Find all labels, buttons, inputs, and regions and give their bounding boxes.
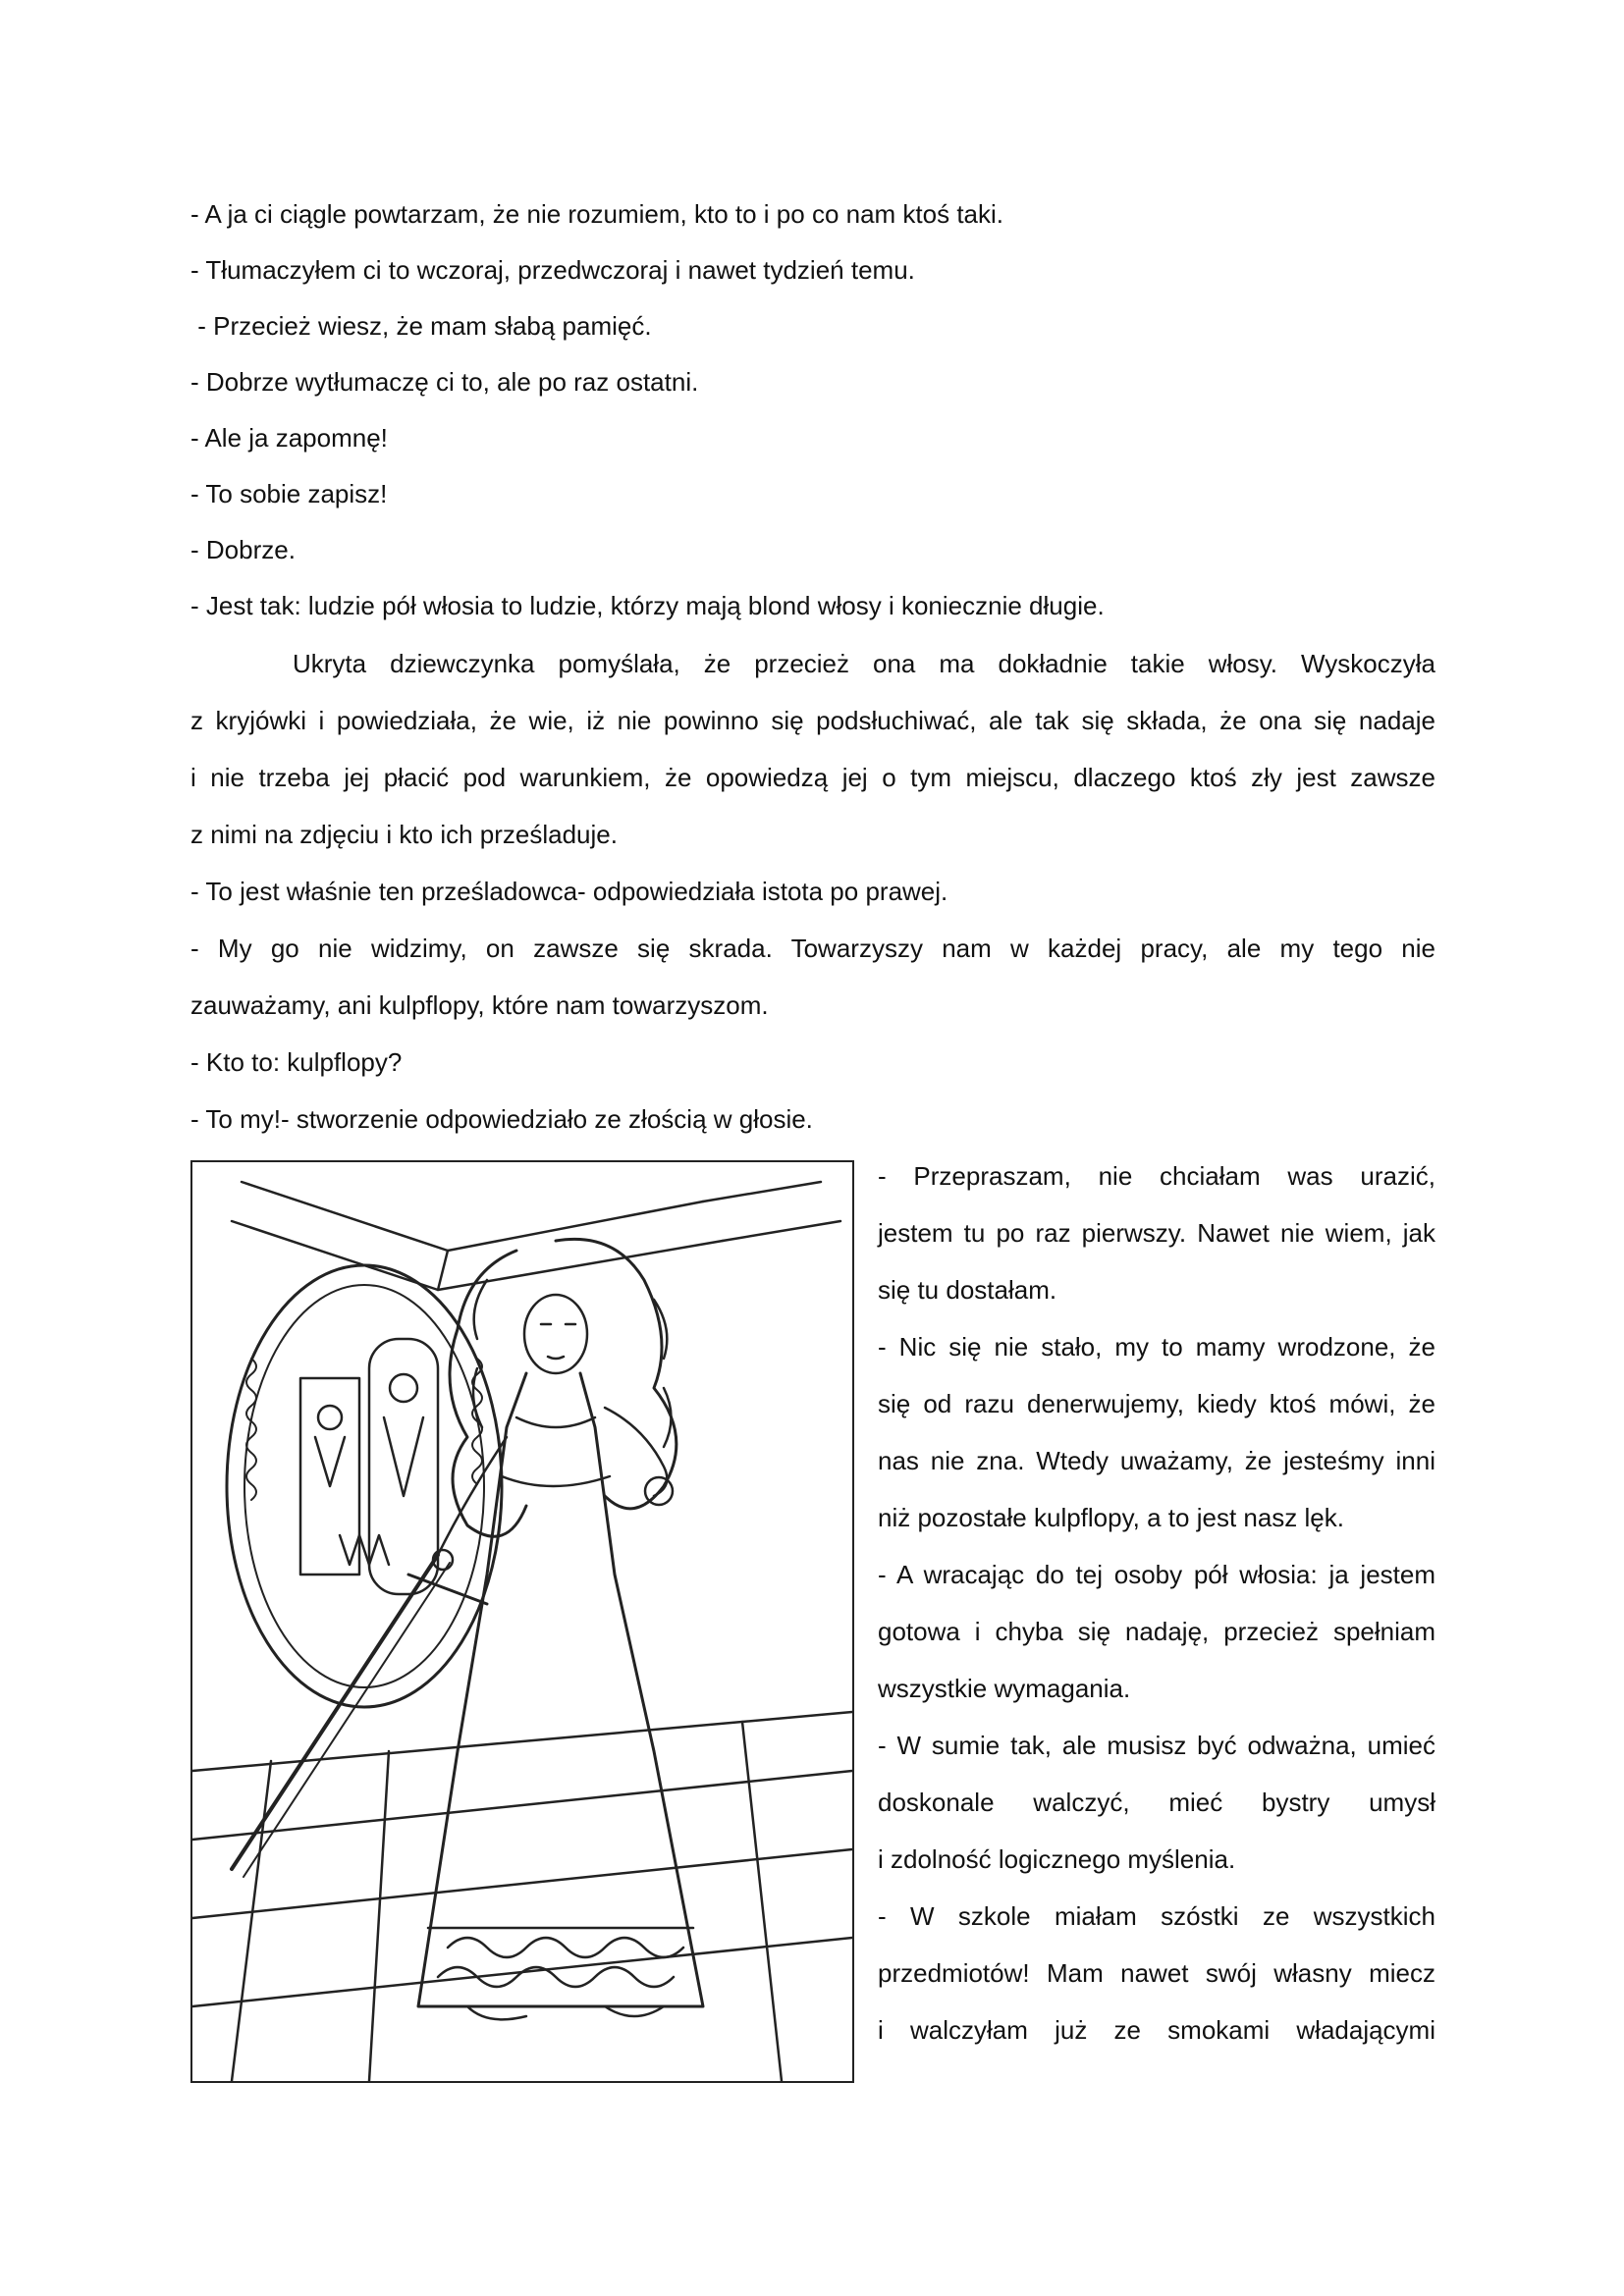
dialogue-line: - Kto to: kulpflopy? <box>190 1047 403 1077</box>
right-column-line: gotowa i chyba się nadaję, przecież spełniam <box>878 1617 1435 1646</box>
dialogue-line: - To sobie zapisz! <box>190 479 388 508</box>
right-column-line: - W szkole miałam szóstki ze wszystkich <box>878 1901 1435 1931</box>
dialogue-line: - Dobrze. <box>190 535 296 564</box>
right-column-line: i walczyłam już ze smokami władającymi <box>878 2015 1435 2045</box>
illustration-frame <box>190 1160 854 2083</box>
right-column-line: - Przepraszam, nie chciałam was urazić, <box>878 1161 1435 1191</box>
dialogue-line: - A ja ci ciągle powtarzam, że nie rozumiem, kto to i po co nam ktoś taki. <box>190 199 1004 229</box>
dialogue-line: - Jest tak: ludzie pół włosia to ludzie, którzy mają blond włosy i koniecznie długie. <box>190 591 1105 620</box>
right-column-line: niż pozostałe kulpflopy, a to jest nasz lęk. <box>878 1503 1344 1532</box>
right-column-line: wszystkie wymagania. <box>878 1674 1131 1703</box>
dialogue-line: - Dobrze wytłumaczę ci to, ale po raz ostatni. <box>190 367 699 397</box>
dialogue-line: - Ale ja zapomnę! <box>190 423 388 453</box>
dialogue-line: - To jest właśnie ten prześladowca- odpowiedziała istota po prawej. <box>190 877 948 906</box>
right-column-line: nas nie zna. Wtedy uważamy, że jesteśmy inni <box>878 1446 1435 1475</box>
right-column-line: doskonale walczyć, mieć bystry umysł <box>878 1788 1435 1817</box>
right-column-line: się od razu denerwujemy, kiedy ktoś mówi, że <box>878 1389 1435 1418</box>
right-column-line: i zdolność logicznego myślenia. <box>878 1844 1236 1874</box>
dialogue-line: - To my!- stworzenie odpowiedziało ze złością w głosie. <box>190 1104 813 1134</box>
right-column-line: jestem tu po raz pierwszy. Nawet nie wiem, jak <box>878 1218 1435 1248</box>
paragraph-line: z nimi na zdjęciu i kto ich prześladuje. <box>190 820 618 849</box>
right-column-line: - W sumie tak, ale musisz być odważna, umieć <box>878 1731 1435 1760</box>
right-column-line: się tu dostałam. <box>878 1275 1057 1305</box>
coloring-page-princess-with-sword-icon <box>192 1162 852 2081</box>
right-column-line: przedmiotów! Mam nawet swój własny miecz <box>878 1958 1435 1988</box>
paragraph-line: Ukryta dziewczynka pomyślała, że przecież ona ma dokładnie takie włosy. Wyskoczyła <box>293 649 1435 678</box>
paragraph-line: z kryjówki i powiedziała, że wie, iż nie powinno się podsłuchiwać, ale tak się składa, że ona się nadaje <box>190 706 1435 735</box>
dialogue-line: - Przecież wiesz, że mam słabą pamięć. <box>190 311 652 341</box>
dialogue-line: - Tłumaczyłem ci to wczoraj, przedwczoraj i nawet tydzień temu. <box>190 255 915 285</box>
paragraph-line: i nie trzeba jej płacić pod warunkiem, że opowiedzą jej o tym miejscu, dlaczego ktoś zły jest zawsze <box>190 763 1435 792</box>
right-column-line: - A wracając do tej osoby pół włosia: ja jestem <box>878 1560 1435 1589</box>
right-column-line: - Nic się nie stało, my to mamy wrodzone, że <box>878 1332 1435 1362</box>
dialogue-line: zauważamy, ani kulpflopy, które nam towarzyszom. <box>190 990 769 1020</box>
dialogue-line: - My go nie widzimy, on zawsze się skrada. Towarzyszy nam w każdej pracy, ale my tego nie <box>190 934 1435 963</box>
